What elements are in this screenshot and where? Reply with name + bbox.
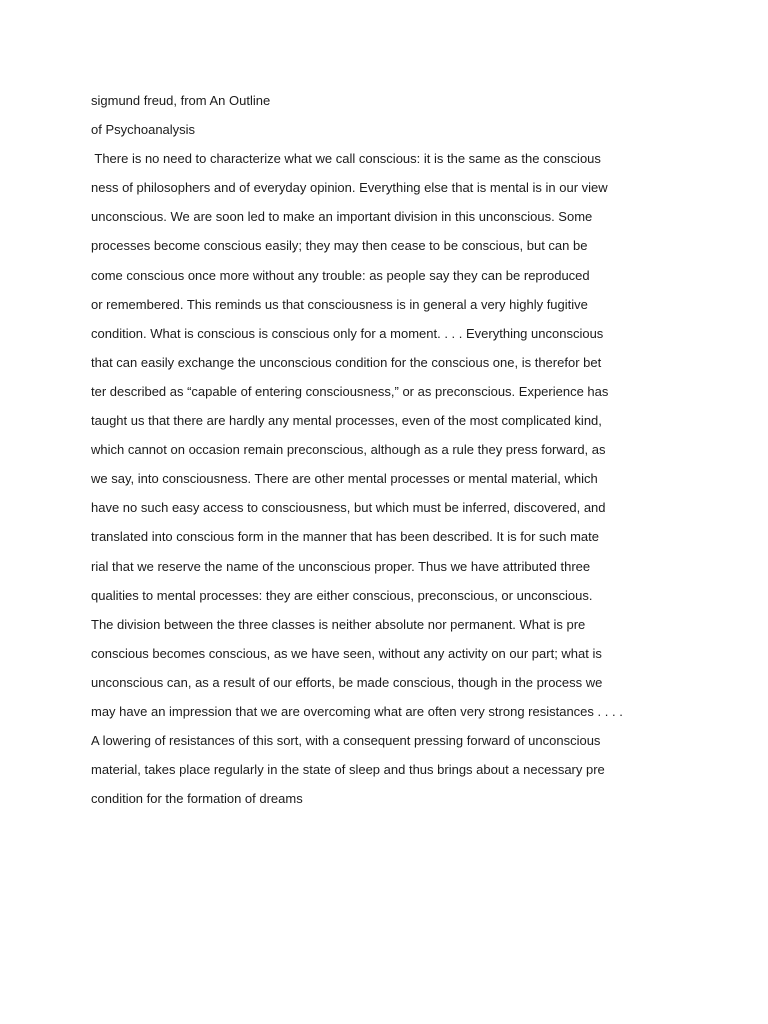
body-line: material, takes place regularly in the state of sleep and thus brings about a necessary pre: [91, 762, 605, 778]
body-line: There is no need to characterize what we call conscious: it is the same as the conscious: [91, 151, 601, 167]
body-line: processes become conscious easily; they may then cease to be conscious, but can be: [91, 238, 588, 254]
body-line: A lowering of resistances of this sort, with a consequent pressing forward of unconscious: [91, 733, 601, 749]
body-line: ter described as “capable of entering consciousness,” or as preconscious. Experience has: [91, 383, 609, 399]
body-line: translated into conscious form in the manner that has been described. It is for such mate: [91, 529, 599, 545]
body-line: have no such easy access to consciousness, but which must be inferred, discovered, and: [91, 500, 606, 516]
text-block: [91, 86, 691, 813]
body-line: condition for the formation of dreams: [91, 791, 303, 807]
body-line: unconscious can, as a result of our efforts, be made conscious, though in the process we: [91, 674, 603, 690]
body-line: ness of philosophers and of everyday opinion. Everything else that is mental is in our view: [91, 180, 608, 196]
body-line: we say, into consciousness. There are other mental processes or mental material, which: [91, 471, 598, 487]
body-line: taught us that there are hardly any mental processes, even of the most complicated kind,: [91, 413, 602, 429]
body-line: come conscious once more without any trouble: as people say they can be reproduced: [91, 267, 590, 283]
body-line: unconscious. We are soon led to make an important division in this unconscious. Some: [91, 209, 593, 225]
body-line: The division between the three classes is neither absolute nor permanent. What is pre: [91, 616, 586, 632]
body-line: which cannot on occasion remain preconscious, although as a rule they press forward, as: [91, 442, 606, 458]
body-line: may have an impression that we are overcoming what are often very strong resistances . . . .: [91, 703, 623, 719]
body-line: conscious becomes conscious, as we have seen, without any activity on our part; what is: [91, 645, 602, 661]
body-line: that can easily exchange the unconscious condition for the conscious one, is therefor bet: [91, 354, 602, 370]
body-line: or remembered. This reminds us that consciousness is in general a very highly fugitive: [91, 296, 588, 312]
body-line: qualities to mental processes: they are either conscious, preconscious, or unconscious.: [91, 587, 593, 603]
body-line: rial that we reserve the name of the unconscious proper. Thus we have attributed three: [91, 558, 591, 574]
heading-line: of Psychoanalysis: [91, 122, 196, 138]
body-line: condition. What is conscious is conscious only for a moment. . . . Everything unconscious: [91, 325, 604, 341]
heading-line: sigmund freud, from An Outline: [91, 93, 271, 108]
